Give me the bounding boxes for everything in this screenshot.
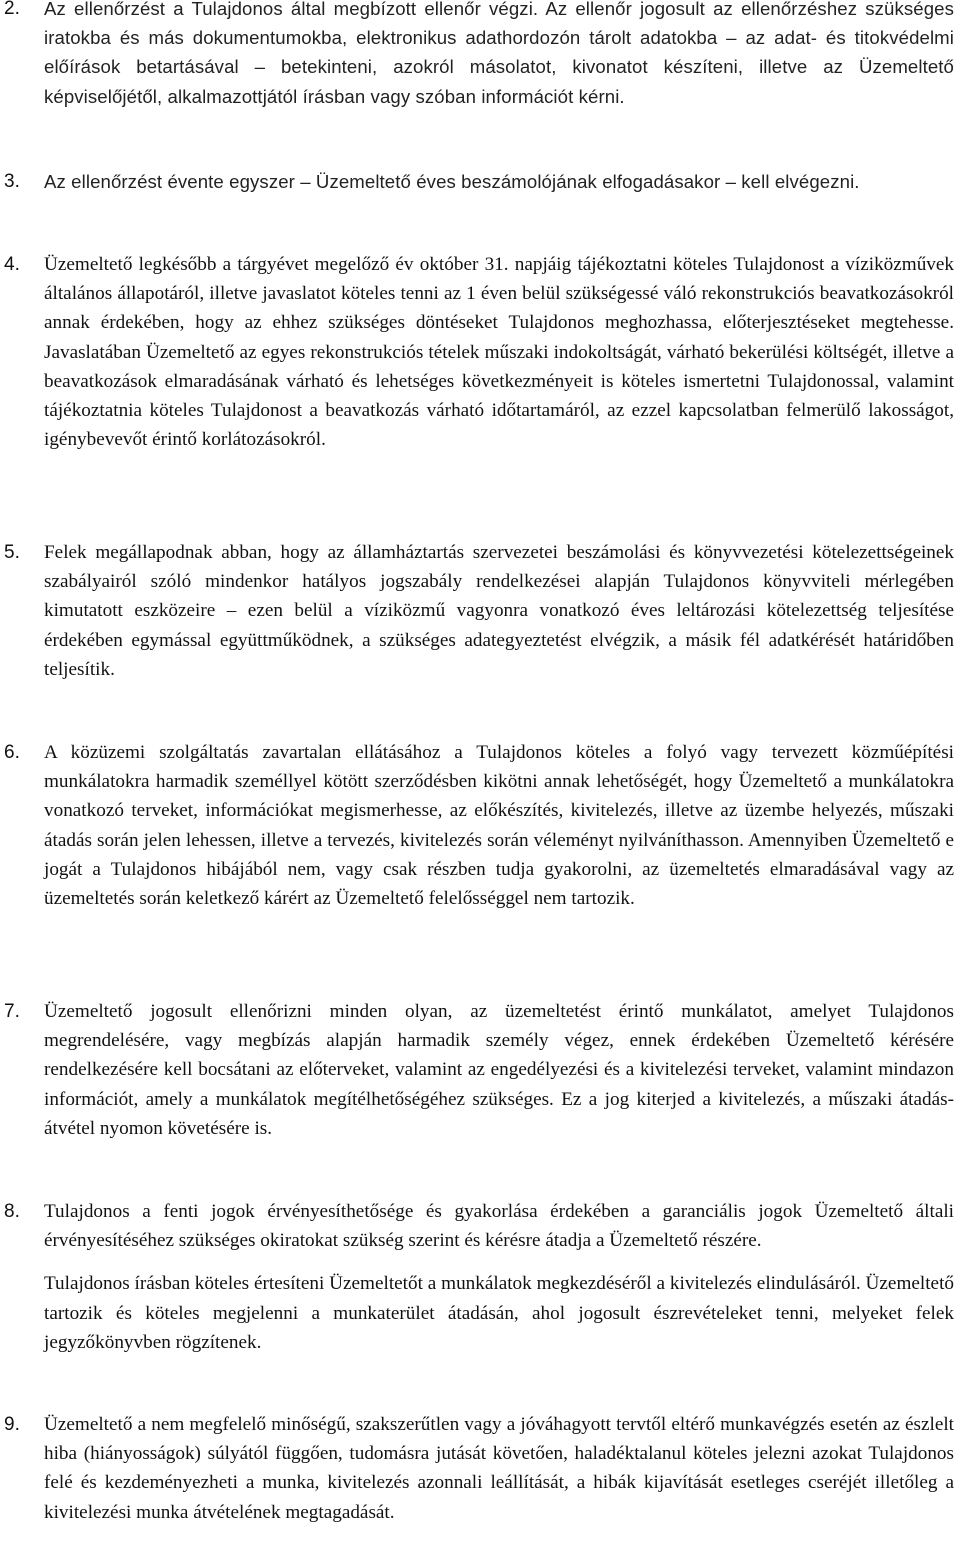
item-number: 9. [4, 1414, 20, 1435]
item-text [44, 250, 954, 454]
list-item-8 [4, 1197, 954, 1357]
paragraph: Tulajdonos a fenti jogok érvényesíthetősége és gyakorlása érdekében a garanciális jogok Üzemeltető általi érvényesítéséhez szükséges okiratokat szükség szerint és kérésre átadja a Üzemeltető részére. [44, 1201, 954, 1252]
list-item-2 [4, 0, 954, 111]
item-number: 2. [4, 0, 20, 19]
item-text [44, 538, 954, 684]
item-text [44, 997, 954, 1143]
paragraph: Üzemeltető jogosult ellenőrizni minden olyan, az üzemeltetést érintő munkálatot, amelyet Tulajdonos megrendelésére, vagy megbízás alapján harmadik személy végez, ennek érdekében Üzemeltető kérésére rendelkezésére kell bocsátani az előterveket, valamint az engedélyezési és a kivitelezési terveket, valamint mindazon információt, amely a munkálatok megítélhetőségéhez szükséges. Ez a jog kiterjed a kivitelezés, a műszaki átadás-átvétel nyomon követésére is. [44, 1001, 954, 1139]
paragraph: Üzemeltető a nem megfelelő minőségű, szakszerűtlen vagy a jóváhagyott tervtől eltérő munkavégzés esetén az észlelt hiba (hiányosságok) súlyától függően, tudomásra jutását követően, haladéktalanul köteles jelezni azokat Tulajdonos felé és kezdeményezheti a munka, kivitelezés azonnali leállítását, a hibák kijavítását esetleges cseréjét illetőleg a kivitelezési munka átvételének megtagadását. [44, 1414, 954, 1523]
item-text [44, 1410, 954, 1527]
list-item-9 [4, 1410, 954, 1527]
list-item-3 [4, 167, 954, 196]
paragraph: A közüzemi szolgáltatás zavartalan ellátásához a Tulajdonos köteles a folyó vagy tervezett közműépítési munkálatokra harmadik személlyel kötött szerződésben kikötni annak lehetőségét, hogy Üzemeltető a munkálatokra vonatkozó terveket, információkat megismerhesse, az előkészítés, kivitelezés, illetve az üzembe helyezés, műszaki átadás során jelen lehessen, illetve a tervezés, kivitelezés során véleményt nyilváníthasson. Amennyiben Üzemeltető e jogát a Tulajdonos hibájából nem, vagy csak részben tudja gyakorolni, az üzemeltetés elmaradásával vagy az üzemeltetés során keletkező kárért az Üzemeltető felelősséggel nem tartozik. [44, 742, 954, 910]
item-number: 7. [4, 1001, 20, 1022]
paragraph: Felek megállapodnak abban, hogy az államháztartás szervezetei beszámolási és könyvvezetési kötelezettségeinek szabályairól szóló mindenkor hatályos jogszabály rendelkezései alapján Tulajdonos könyvviteli mérlegében kimutatott eszközeire – ezen belül a víziközmű vagyonra vonatkozó éves leltározási kötelezettség teljesítése érdekében egymással együttműködnek, a szükséges adategyeztetést elvégzik, a másik fél adatkérését határidőben teljesítik. [44, 542, 954, 680]
item-text [44, 738, 954, 913]
paragraph: Üzemeltető legkésőbb a tárgyévet megelőző év október 31. napjáig tájékoztatni köteles Tulajdonost a víziközművek általános állapotáról, illetve javaslatot köteles tenni az 1 éven belül szükségessé váló rekonstrukciós beavatkozásokról annak érdekében, hogy az ehhez szükséges döntéseket Tulajdonos meghozhassa, előterjesztéseket megtehesse. Javaslatában Üzemeltető az egyes rekonstrukciós tételek műszaki indokoltságát, várható bekerülési költségét, illetve a beavatkozások elmaradásának várható és lehetséges következményeit is köteles ismertetni Tulajdonossal, valamint tájékoztatnia köteles Tulajdonost a beavatkozás várható időtartamáról, az ezzel kapcsolatban felmerülő lakosságot, igénybevevőt érintő korlátozásokról. [44, 254, 954, 451]
item-number: 5. [4, 542, 20, 563]
item-number: 4. [4, 254, 20, 275]
item-text [44, 167, 954, 196]
paragraph: Az ellenőrzést a Tulajdonos által megbízott ellenőr végzi. Az ellenőr jogosult az ellenőrzéshez szükséges iratokba és más dokumentumokba, elektronikus adathordozón tárolt adatokba – az adat- és titokvédelmi előírások betartásával – betekinteni, azokról másolatot, kivonatot készíteni, illetve az Üzemeltető képviselőjétől, alkalmazottjától írásban vagy szóban információt kérni. [44, 0, 954, 107]
paragraph: Az ellenőrzést évente egyszer – Üzemeltető éves beszámolójának elfogadásakor – kell elvégezni. [44, 171, 860, 192]
list-item-5 [4, 538, 954, 684]
list-item-6 [4, 738, 954, 913]
item-number: 3. [4, 171, 20, 192]
item-text [44, 1197, 954, 1357]
item-number: 6. [4, 742, 20, 763]
item-number: 8. [4, 1201, 20, 1222]
list-item-4 [4, 250, 954, 454]
item-text [44, 0, 954, 111]
list-item-7 [4, 997, 954, 1143]
paragraph: Tulajdonos írásban köteles értesíteni Üzemeltetőt a munkálatok megkezdéséről a kivitelezés elindulásáról. Üzemeltető tartozik és köteles megjelenni a munkaterület átadásán, ahol jogosult észrevételeket tenni, melyeket felek jegyzőkönyvben rögzítenek. [44, 1273, 954, 1353]
